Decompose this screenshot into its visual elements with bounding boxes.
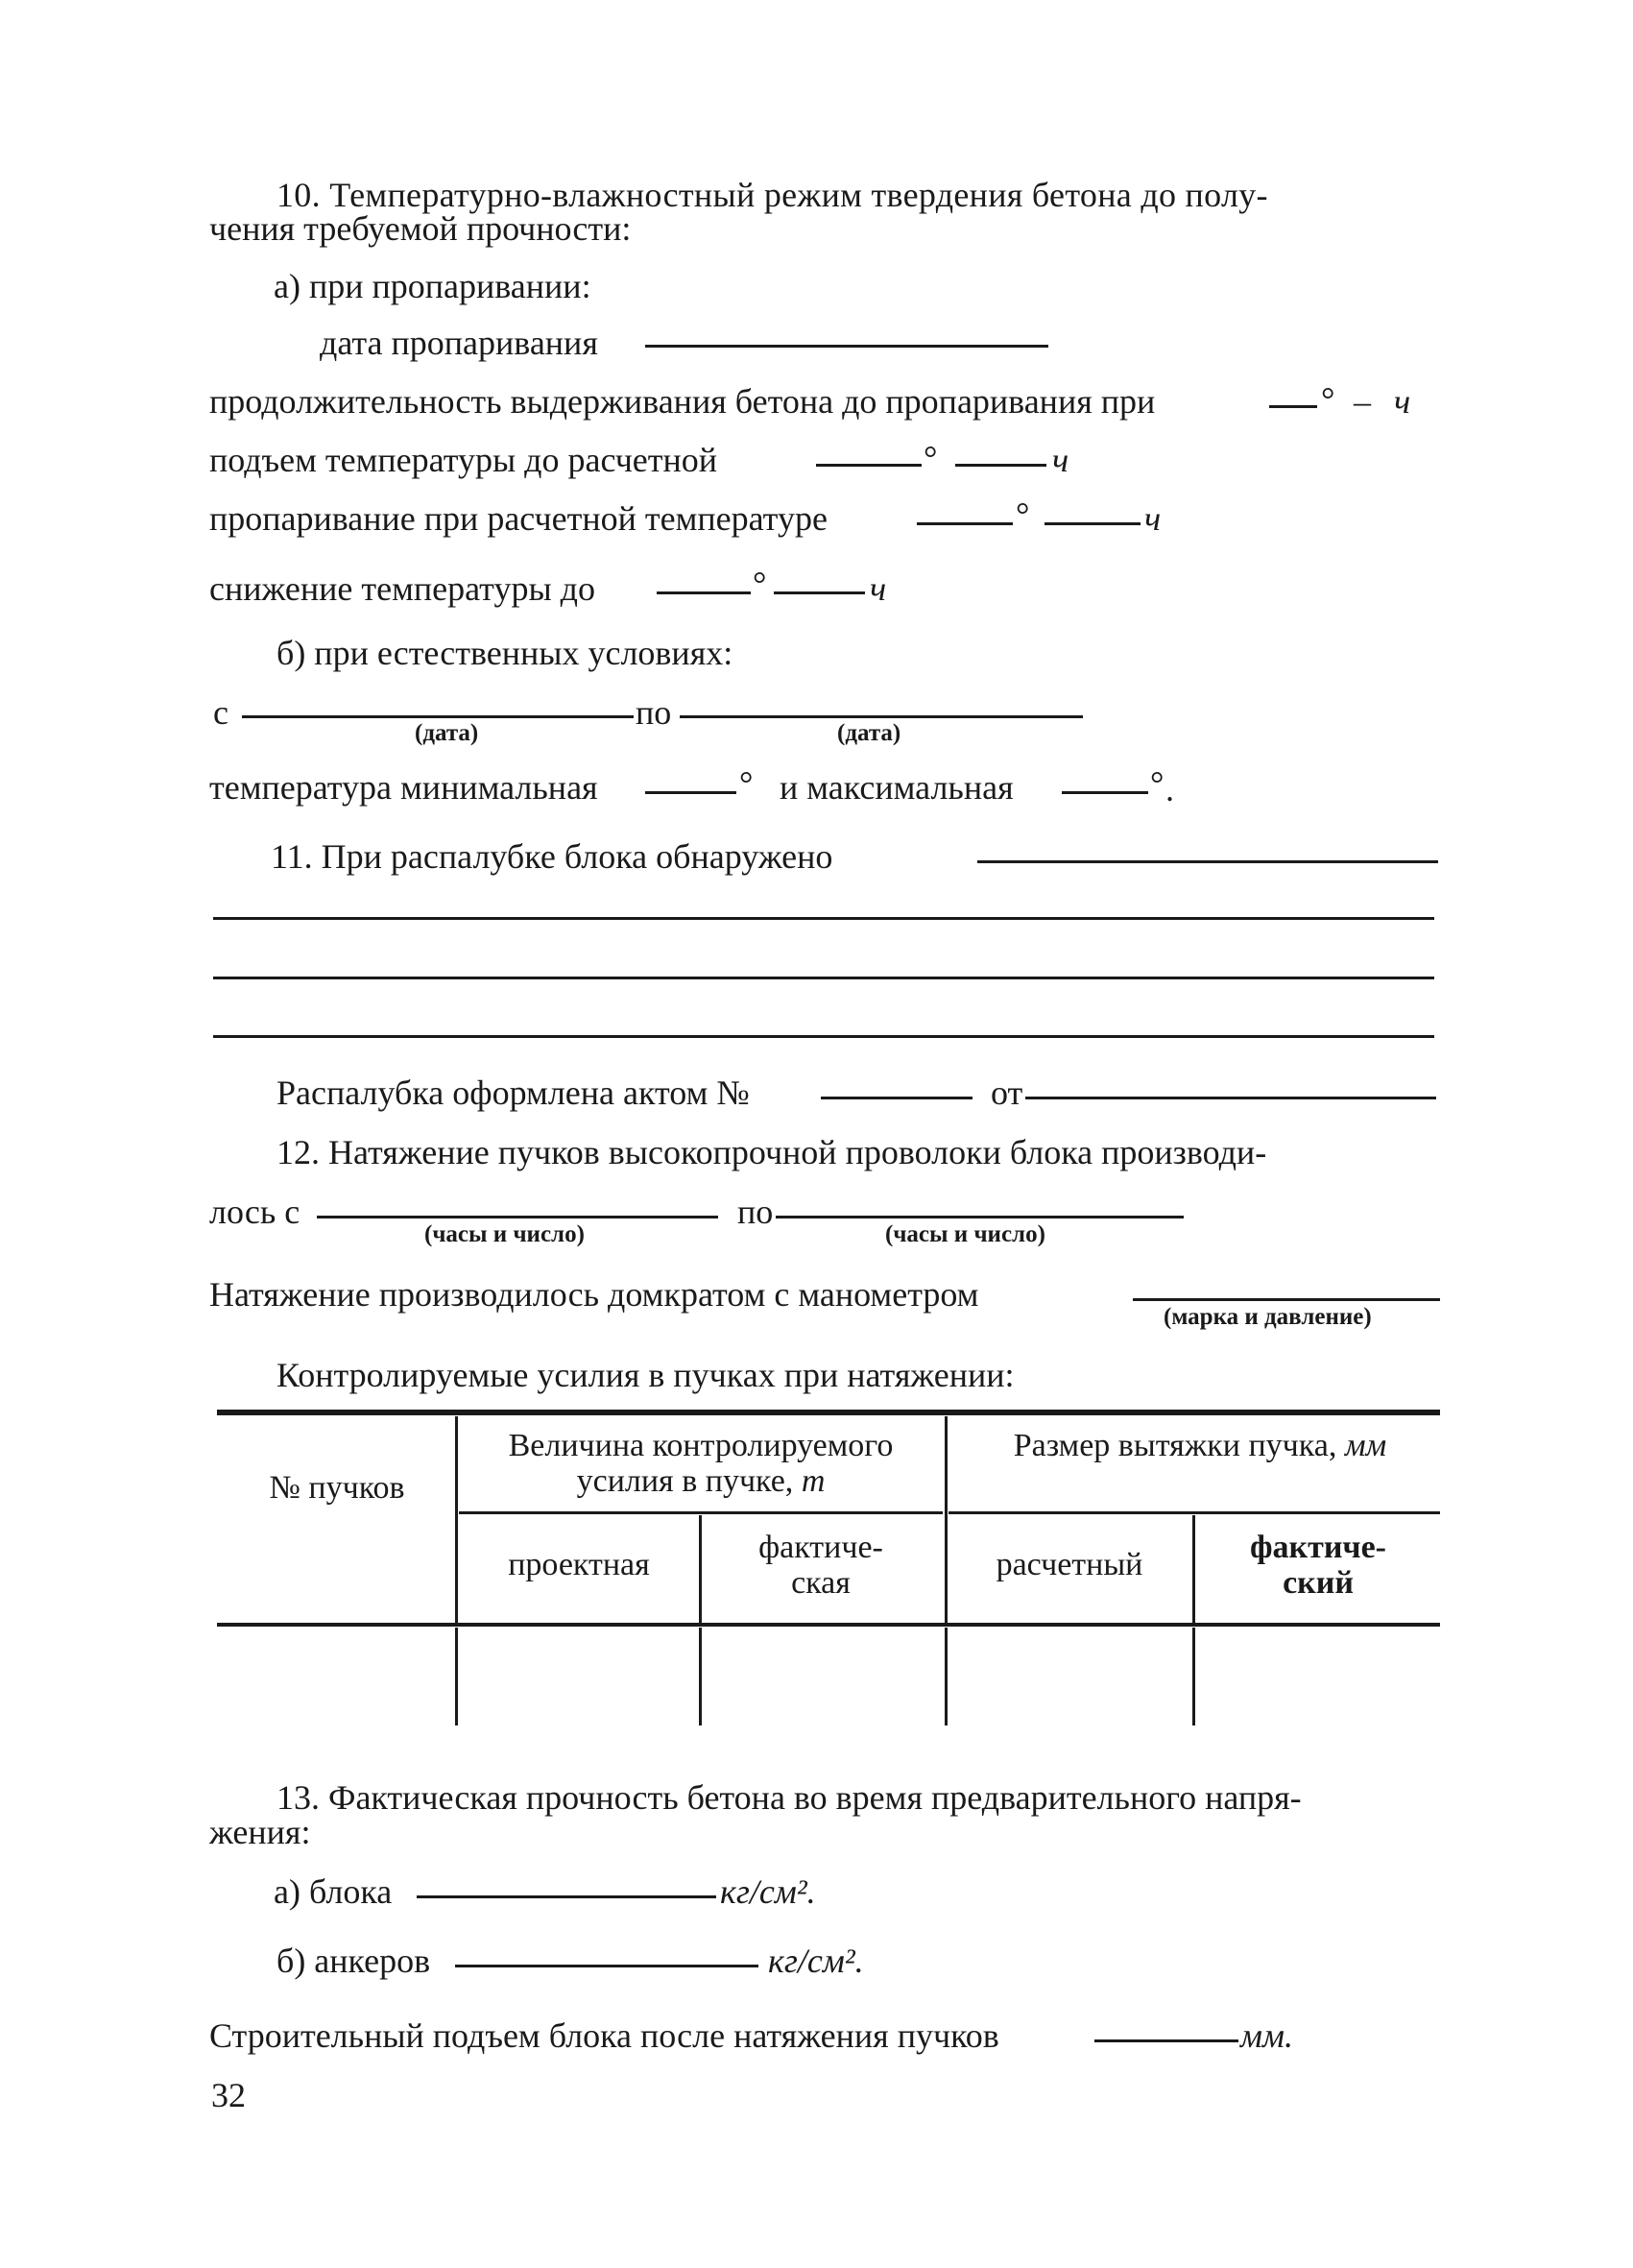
item11-heading: 11. При распалубке блока обнаружено [271,837,833,876]
hour-mark: ч [1052,441,1069,479]
steam-date-label: дата пропаривания [320,324,598,362]
steam-temp-blank[interactable] [917,522,1013,525]
hour-mark: ч [1394,382,1411,421]
block-strength-label: а) блока [274,1872,393,1911]
item12-line2-start: лось с [209,1193,300,1231]
dash-mark: – [1354,382,1371,421]
col-group-force [459,1429,943,1499]
degree-mark: ° [739,764,754,803]
to-label: по [636,693,672,732]
col-group-force-unit: т [801,1462,826,1499]
col-group-elongation [970,1429,1430,1464]
hold-duration-label: продолжительность выдерживания бетона до пропаривания при [209,382,1156,421]
col-header-actual-elongation: фактиче-ский [1250,1530,1386,1601]
degree-mark: ° [753,565,767,603]
table-top-rule [217,1410,1440,1415]
block-strength-unit: кг/см². [720,1872,816,1911]
hour-mark: ч [870,569,887,608]
hold-temp-blank[interactable] [1269,405,1317,408]
time-caption: (часы и число) [424,1221,585,1247]
table-group-rule [949,1511,1440,1514]
item10-heading-line2: чения требуемой прочности: [209,209,632,248]
date-caption: (дата) [837,720,901,746]
findings-blank-3[interactable] [213,977,1434,979]
degree-mark: ° [924,439,938,477]
anchor-strength-label: б) анкеров [276,1942,431,1980]
item12-line1: 12. Натяжение пучков высокопрочной проволоки блока производи- [276,1133,1267,1171]
gauge-blank[interactable] [1133,1298,1440,1301]
col-group-force-label: Величина контролируемого усилия в пучке, [508,1428,894,1499]
forces-caption: Контролируемые усилия в пучках при натяжении: [276,1356,1015,1394]
findings-blank-4[interactable] [213,1035,1434,1038]
item10-a-label: а) при пропаривании: [274,267,591,305]
act-number-blank[interactable] [821,1097,973,1099]
table-cell-actual-elongation[interactable] [1198,1632,1436,1719]
jack-label: Натяжение производилось домкратом с манометром [209,1275,979,1314]
camber-unit: мм. [1240,2016,1293,2055]
item10-b-label: б) при естественных условиях: [276,634,733,672]
page-number: 32 [211,2076,246,2114]
tension-end-blank[interactable] [776,1216,1184,1218]
to-date-blank[interactable] [680,715,1083,718]
col-header-actual-force: фактиче-ская [758,1530,883,1601]
tension-to-label: по [737,1193,774,1231]
table-cell-calculated[interactable] [950,1632,1189,1719]
temp-rise-hours-blank[interactable] [955,464,1046,467]
temp-min-label: температура минимальная [209,768,598,807]
from-date-blank[interactable] [242,715,634,718]
temp-drop-hours-blank[interactable] [774,591,865,594]
steam-date-blank[interactable] [645,345,1048,348]
degree-mark: ° [1016,495,1030,534]
col-header-design: проектная [508,1547,650,1582]
col-group-elongation-label: Размер вытяжки пучка, [1013,1428,1337,1463]
table-cell-number[interactable] [230,1632,442,1719]
col-header-number: № пучков [269,1470,405,1506]
temp-rise-label: подъем температуры до расчетной [209,441,718,479]
date-caption: (дата) [415,720,479,746]
temp-drop-temp-blank[interactable] [657,591,751,594]
camber-blank[interactable] [1094,2039,1238,2042]
table-divider [699,1628,702,1725]
from-label: с [213,693,228,732]
block-strength-blank[interactable] [417,1895,716,1898]
anchor-strength-blank[interactable] [455,1965,758,1967]
table-header-rule [217,1623,1440,1627]
table-cell-actual-force[interactable] [705,1632,941,1719]
table-divider [1192,1628,1195,1725]
findings-blank-2[interactable] [213,917,1434,920]
camber-label: Строительный подъем блока после натяжения пучков [209,2016,999,2055]
item13-line1: 13. Фактическая прочность бетона во время предварительного напря- [276,1778,1302,1817]
table-divider [945,1628,948,1725]
temp-max-label: и максимальная [780,768,1014,807]
act-from-label: от [991,1074,1023,1112]
item13-line2: жения: [209,1813,311,1851]
temp-max-blank[interactable] [1062,791,1148,794]
table-divider [455,1416,458,1623]
findings-blank-1[interactable] [977,860,1438,863]
table-divider [945,1416,948,1623]
table-cell-design[interactable] [461,1632,695,1719]
table-divider [699,1515,702,1623]
item10-heading-line1: 10. Температурно-влажностный режим твердения бетона до полу- [276,176,1268,214]
anchor-strength-unit: кг/см². [768,1942,864,1980]
col-header-calculated: расчетный [996,1547,1143,1582]
time-caption: (часы и число) [885,1221,1045,1247]
temp-min-blank[interactable] [645,791,736,794]
temp-rise-temp-blank[interactable] [816,464,922,467]
degree-mark: ° [1321,380,1335,419]
col-group-elongation-unit: мм [1344,1428,1387,1463]
table-divider [1192,1515,1195,1623]
degree-mark: ° [1150,764,1165,803]
steam-hours-blank[interactable] [1045,522,1141,525]
table-group-rule [459,1511,943,1514]
gauge-caption: (марка и давление) [1164,1304,1372,1330]
hour-mark: ч [1144,499,1162,538]
act-date-blank[interactable] [1025,1097,1436,1099]
tension-start-blank[interactable] [317,1216,718,1218]
act-label: Распалубка оформлена актом № [276,1074,750,1112]
steam-at-temp-label: пропаривание при расчетной температуре [209,499,828,538]
temp-drop-label: снижение температуры до [209,569,595,608]
period-mark: . [1165,770,1174,808]
table-divider [455,1628,458,1725]
